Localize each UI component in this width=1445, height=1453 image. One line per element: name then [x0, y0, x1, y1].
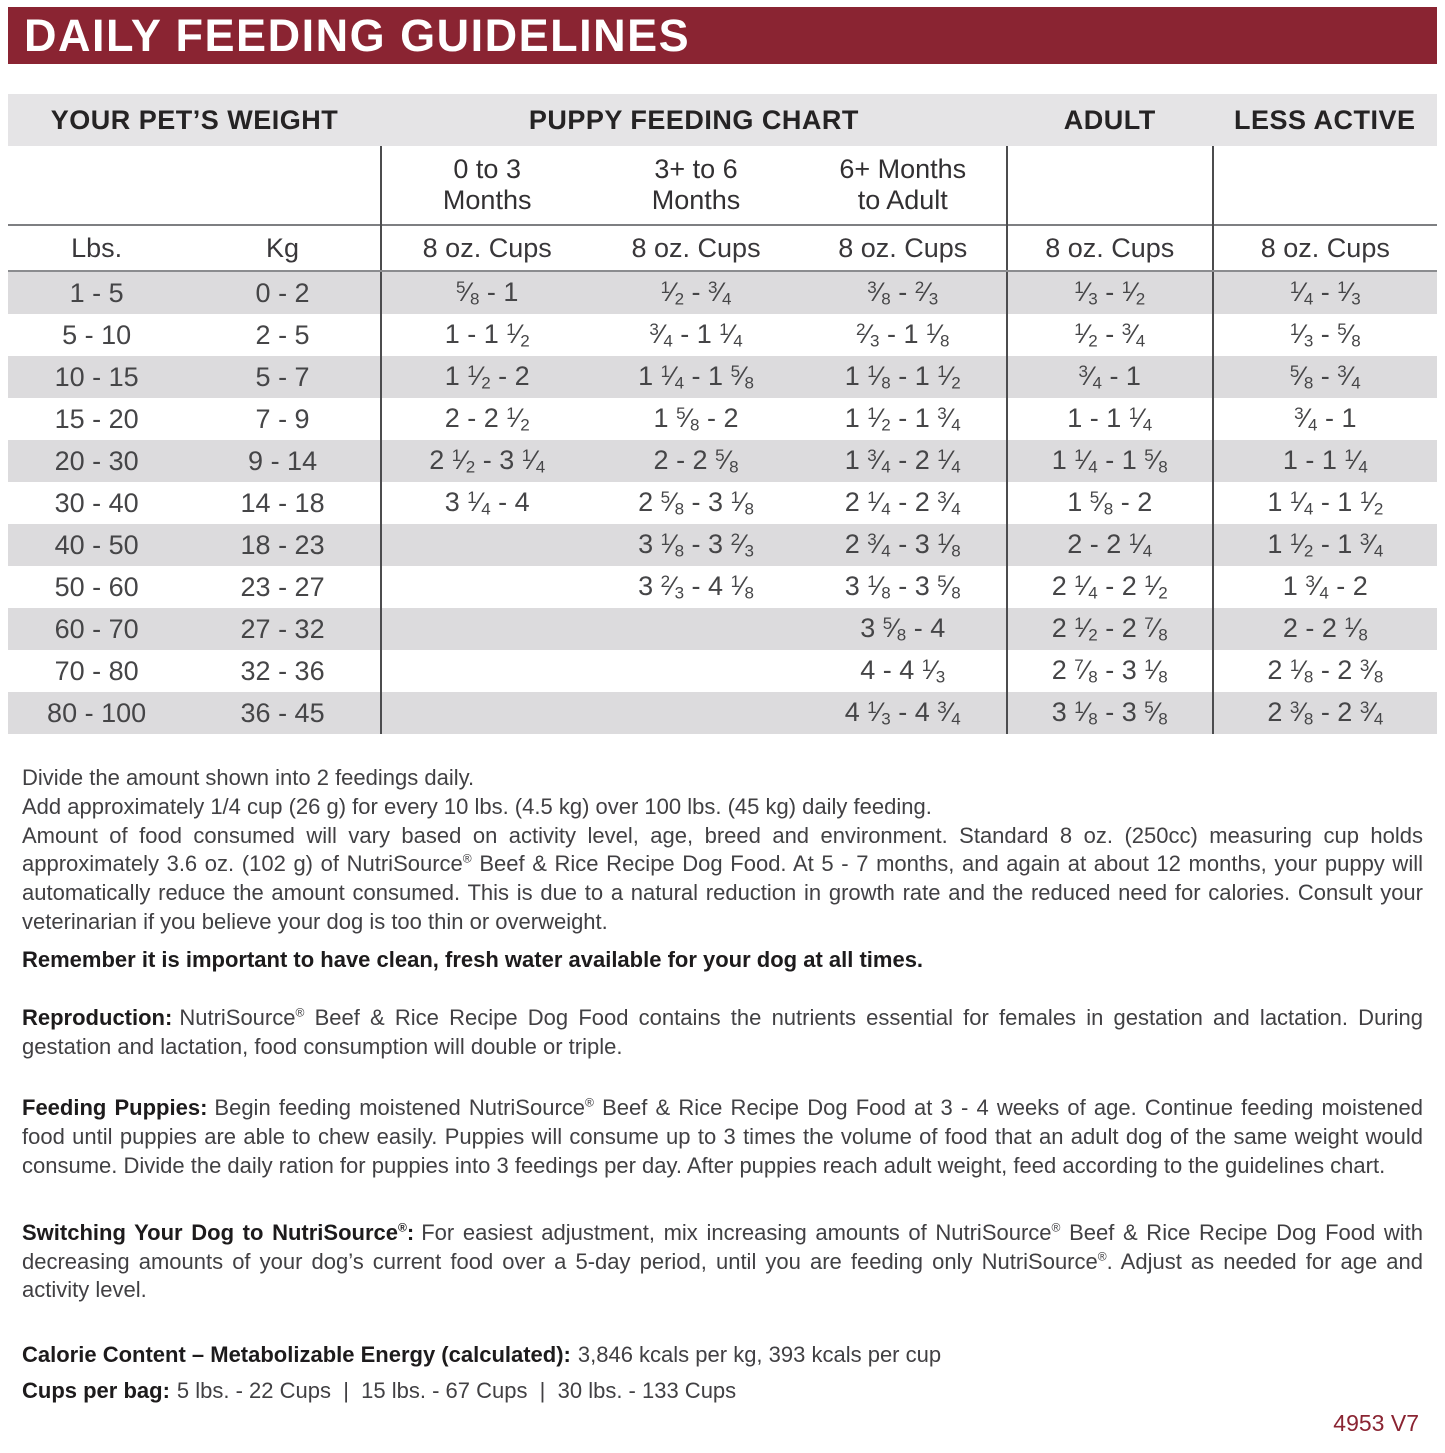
cell-lbs: 50 - 60 — [54, 571, 139, 602]
cell-cups: 1 - 1 $^1$⁄2 — [381, 314, 592, 356]
cell-lbs: 10 - 15 — [8, 356, 185, 398]
subheader-line: 0 to 3 — [453, 153, 521, 184]
units-row — [8, 225, 1437, 271]
table-row — [8, 482, 1437, 524]
cell-cups: 1 $^1$⁄2 - 1 $^3$⁄4 — [844, 402, 961, 435]
cell-cups — [381, 650, 592, 692]
calorie-content-label: Calorie Content – Metabolizable Energy (calculated): — [22, 1342, 571, 1368]
cell-kg: 27 - 32 — [185, 608, 381, 650]
subheader-line: Months — [442, 185, 532, 215]
cups-per-bag-line — [22, 1377, 1423, 1406]
cell-cups — [381, 524, 592, 566]
cell-cups: $^1$⁄2 - $^3$⁄4 — [592, 271, 799, 314]
cell-cups — [381, 692, 592, 734]
cell-cups: 3 $^1$⁄8 - 3 $^5$⁄8 — [844, 570, 961, 603]
table-row — [8, 271, 1437, 314]
cell-cups: $^5$⁄8 - 1 — [381, 271, 592, 314]
cell-cups: 3 $^1$⁄8 - 3 $^5$⁄8 — [1007, 692, 1213, 734]
cell-lbs: 20 - 30 — [8, 440, 185, 482]
cell-cups: 1 $^1$⁄8 - 1 $^1$⁄2 — [800, 356, 1007, 398]
cell-cups: $^1$⁄3 - $^1$⁄2 — [1007, 271, 1213, 314]
header-puppy-feeding-chart: PUPPY FEEDING CHART — [381, 94, 1007, 146]
cups-per-bag-value: 5 lbs. - 22 Cups | 15 lbs. - 67 Cups | 30 lbs. - 133 Cups — [176, 1378, 737, 1403]
cell-cups: 1 $^1$⁄2 - 2 — [381, 356, 592, 398]
table-row — [8, 692, 1437, 734]
title-banner — [8, 7, 1437, 64]
cell-cups: 3 $^1$⁄8 - 3 $^2$⁄3 — [592, 524, 799, 566]
cell-cups: 1 $^5$⁄8 - 2 — [653, 402, 739, 435]
cell-cups: 2 $^3$⁄8 - 2 $^3$⁄4 — [1213, 692, 1437, 734]
cell-cups: 1 $^1$⁄4 - 1 $^5$⁄8 — [592, 356, 799, 398]
cups-per-bag-label: Cups per bag: — [22, 1378, 170, 1403]
unit-cell: 8 oz. Cups — [381, 225, 592, 271]
subheader-6-months-adult — [800, 146, 1007, 225]
subheader-line: 3+ to 6 — [654, 153, 738, 184]
cell-cups: 3 $^1$⁄4 - 4 — [381, 482, 592, 524]
table-row — [8, 608, 1437, 650]
cell-lbs: 5 - 10 — [62, 319, 132, 350]
cell-lbs: 70 - 80 — [54, 655, 139, 686]
subheader-0-3-months — [381, 146, 592, 225]
cell-cups — [381, 608, 592, 650]
cell-cups: 2 $^7$⁄8 - 3 $^1$⁄8 — [1007, 650, 1213, 692]
cell-cups: 3 $^2$⁄3 - 4 $^1$⁄8 — [638, 570, 755, 603]
table-row — [8, 566, 1437, 608]
cell-kg: 2 - 5 — [255, 319, 310, 350]
cell-cups: $^1$⁄4 - $^1$⁄3 — [1213, 271, 1437, 314]
unit-cell: 8 oz. Cups — [1213, 225, 1437, 271]
cell-cups: $^3$⁄4 - 1 — [1213, 398, 1437, 440]
cell-cups: 1 $^5$⁄8 - 2 — [1007, 482, 1213, 524]
cell-kg: 32 - 36 — [240, 655, 325, 686]
cell-cups: 3 $^5$⁄8 - 4 — [800, 608, 1007, 650]
cell-kg: 23 - 27 — [240, 571, 325, 602]
header-adult: ADULT — [1007, 94, 1213, 146]
cell-lbs: 40 - 50 — [8, 524, 185, 566]
section-feeding-puppies-label: Feeding Puppies: — [22, 1095, 208, 1121]
page-title: DAILY FEEDING GUIDELINES — [24, 9, 691, 61]
cell-cups — [592, 650, 799, 692]
cell-cups: 2 $^1$⁄8 - 2 $^3$⁄8 — [1213, 650, 1437, 692]
cell-kg: 0 - 2 — [185, 271, 381, 314]
section-switching-text: For easiest adjustment, mix increasing amounts of NutriSource® Beef & Rice Recipe Dog Food with decreasing amounts of your dog’s current food over a 5-day period, until you are feeding only NutriSource®. Adjust as needed for age and activity level. — [22, 1219, 1423, 1303]
feeding-guidelines-table — [8, 94, 1437, 734]
cell-lbs: 1 - 5 — [8, 271, 185, 314]
cell-lbs: 15 - 20 — [54, 403, 139, 434]
note-amount-varies: Amount of food consumed will vary based on activity level, age, breed and environment. Standard 8 oz. (250cc) measuring cup holds approximately 3.6 oz. (102 g) of NutriSource® Beef & Rice Recipe Dog Food. At 5 - 7 months, and again at about 12 months, your puppy will automatically reduce the amount consumed. This is due to a natural reduction in growth rate and the reduced need for calories. Consult your veterinarian if you believe your dog is too thin or overweight. — [22, 822, 1423, 935]
section-feeding-puppies — [22, 1094, 1423, 1180]
header-your-pets-weight: YOUR PET’S WEIGHT — [8, 94, 381, 146]
cell-cups: 1 - 1 $^1$⁄4 — [1213, 440, 1437, 482]
table-row — [8, 314, 1437, 356]
section-reproduction — [22, 1004, 1423, 1062]
unit-cell: Lbs. — [8, 225, 185, 271]
calorie-content-value: 3,846 kcals per kg, 393 kcals per cup — [577, 1342, 942, 1368]
cell-cups: 2 - 2 $^1$⁄4 — [1007, 524, 1213, 566]
cell-cups: 2 $^5$⁄8 - 3 $^1$⁄8 — [638, 486, 755, 519]
table-row — [8, 440, 1437, 482]
note-divide-feedings: Divide the amount shown into 2 feedings daily. — [22, 765, 475, 790]
unit-cell: 8 oz. Cups — [1007, 225, 1213, 271]
cell-cups: $^3$⁄8 - $^2$⁄3 — [800, 271, 1007, 314]
section-switching — [22, 1219, 1423, 1305]
cell-kg: 7 - 9 — [255, 403, 310, 434]
cell-lbs: 30 - 40 — [54, 487, 139, 518]
table-row — [8, 524, 1437, 566]
cell-cups: 1 $^1$⁄4 - 1 $^1$⁄2 — [1213, 482, 1437, 524]
cell-cups: $^1$⁄3 - $^5$⁄8 — [1213, 314, 1437, 356]
cell-cups: 2 $^3$⁄4 - 3 $^1$⁄8 — [800, 524, 1007, 566]
subheader-empty-adult — [1007, 146, 1213, 225]
cell-lbs: 80 - 100 — [8, 692, 185, 734]
cell-cups: 2 - 2 $^5$⁄8 — [592, 440, 799, 482]
section-reproduction-label: Reproduction: — [22, 1004, 173, 1030]
group-header-row — [8, 94, 1437, 146]
table-row — [8, 356, 1437, 398]
cell-cups: 1 $^3$⁄4 - 2 $^1$⁄4 — [800, 440, 1007, 482]
cell-kg: 36 - 45 — [185, 692, 381, 734]
subheader-row — [8, 146, 1437, 225]
unit-cell: 8 oz. Cups — [592, 225, 799, 271]
cell-cups — [592, 692, 799, 734]
cell-cups: 2 - 2 $^1$⁄8 — [1213, 608, 1437, 650]
cell-cups: 2 $^1$⁄2 - 2 $^7$⁄8 — [1007, 608, 1213, 650]
cell-kg: 9 - 14 — [185, 440, 381, 482]
cell-cups: 2 $^1$⁄4 - 2 $^1$⁄2 — [1007, 566, 1213, 608]
cell-cups: 2 - 2 $^1$⁄2 — [381, 398, 592, 440]
header-less-active: LESS ACTIVE — [1213, 94, 1437, 146]
table-row — [8, 650, 1437, 692]
cell-cups: 4 $^1$⁄3 - 4 $^3$⁄4 — [800, 692, 1007, 734]
note-add-quarter-cup: Add approximately 1/4 cup (26 g) for every 10 lbs. (4.5 kg) over 100 lbs. (45 kg) daily feeding. — [22, 793, 932, 819]
notes-section — [8, 764, 1437, 1406]
calorie-content-line — [22, 1341, 1423, 1370]
subheader-line: 6+ Months — [839, 153, 967, 184]
subheader-empty-less-active — [1213, 146, 1437, 225]
unit-cell: 8 oz. Cups — [800, 225, 1007, 271]
cell-cups: 1 - 1 $^1$⁄4 — [1007, 398, 1213, 440]
cell-cups: 1 $^3$⁄4 - 2 — [1213, 566, 1437, 608]
unit-cell: Kg — [185, 225, 381, 271]
cell-lbs: 60 - 70 — [8, 608, 185, 650]
feeding-table-body — [8, 271, 1437, 734]
cell-cups: 2 $^1$⁄2 - 3 $^1$⁄4 — [381, 440, 592, 482]
footer-code: 4953 V7 — [1333, 1410, 1419, 1436]
table-row — [8, 398, 1437, 440]
cell-cups: $^3$⁄4 - 1 $^1$⁄4 — [649, 318, 743, 351]
cell-kg: 14 - 18 — [240, 487, 325, 518]
cell-cups: 1 $^1$⁄4 - 1 $^5$⁄8 — [1007, 440, 1213, 482]
cell-kg: 5 - 7 — [185, 356, 381, 398]
cell-cups: $^3$⁄4 - 1 — [1007, 356, 1213, 398]
cell-cups: $^2$⁄3 - 1 $^1$⁄8 — [856, 318, 950, 351]
note-fresh-water: Remember it is important to have clean, fresh water available for your dog at all times. — [22, 946, 924, 972]
cell-cups: 1 $^1$⁄2 - 1 $^3$⁄4 — [1213, 524, 1437, 566]
cell-cups — [381, 566, 592, 608]
cell-cups: $^5$⁄8 - $^3$⁄4 — [1213, 356, 1437, 398]
cell-cups: 4 - 4 $^1$⁄3 — [860, 654, 946, 687]
section-reproduction-text: NutriSource® Beef & Rice Recipe Dog Food contains the nutrients essential for females in gestation and lactation. During gestation and lactation, food consumption will double or triple. — [22, 1004, 1423, 1059]
section-switching-label: Switching Your Dog to NutriSource®: — [22, 1219, 415, 1245]
subheader-empty-weight — [8, 146, 381, 225]
cell-cups — [592, 608, 799, 650]
subheader-3-6-months — [592, 146, 799, 225]
page — [0, 7, 1445, 1436]
subheader-line: to Adult — [857, 185, 948, 215]
cell-cups: $^1$⁄2 - $^3$⁄4 — [1007, 314, 1213, 356]
cell-kg: 18 - 23 — [185, 524, 381, 566]
cell-cups: 2 $^1$⁄4 - 2 $^3$⁄4 — [844, 486, 961, 519]
section-feeding-puppies-text: Begin feeding moistened NutriSource® Beef & Rice Recipe Dog Food at 3 - 4 weeks of age. Continue feeding moistened food until puppies are able to chew easily. Puppies will consume up to 3 times the volume of food that an adult dog of the same weight would consume. Divide the daily ration for puppies into 3 feedings per day. After puppies reach adult weight, feed according to the guidelines chart. — [22, 1095, 1423, 1178]
subheader-line: Months — [651, 185, 741, 215]
